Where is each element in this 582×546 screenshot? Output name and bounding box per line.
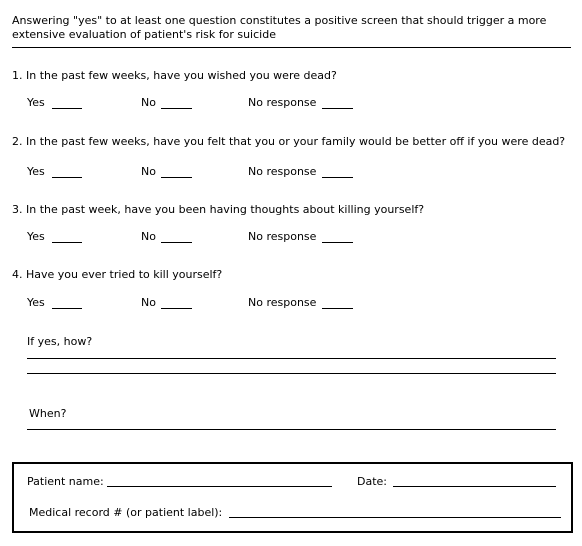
when-answer-line[interactable] xyxy=(27,429,556,430)
q2-yes-blank[interactable] xyxy=(52,177,82,178)
q4-no-blank[interactable] xyxy=(161,308,192,309)
q3-yes-blank[interactable] xyxy=(52,242,82,243)
intro-divider xyxy=(12,47,571,48)
q4-yes-blank[interactable] xyxy=(52,308,82,309)
question-1: 1. In the past few weeks, have you wished you were dead? xyxy=(12,69,337,82)
patient-info-box xyxy=(12,462,573,533)
how-label: If yes, how? xyxy=(27,335,93,348)
how-answer-line-1[interactable] xyxy=(27,358,556,359)
q1-yes-label: Yes xyxy=(27,96,45,109)
intro-line-2: extensive evaluation of patient's risk for suicide xyxy=(12,28,276,41)
q3-yes-label: Yes xyxy=(27,230,45,243)
q3-no-label: No xyxy=(141,230,156,243)
q4-no-response-blank[interactable] xyxy=(322,308,353,309)
date-label: Date: xyxy=(357,475,387,488)
q1-no-response-label: No response xyxy=(248,96,317,109)
question-4: 4. Have you ever tried to kill yourself? xyxy=(12,268,223,281)
patient-name-label: Patient name: xyxy=(27,475,104,488)
medical-record-field[interactable] xyxy=(229,517,561,518)
medical-record-label: Medical record # (or patient label): xyxy=(29,506,223,519)
patient-name-field[interactable] xyxy=(107,486,332,487)
q2-no-blank[interactable] xyxy=(161,177,192,178)
q1-no-response-blank[interactable] xyxy=(322,108,353,109)
q1-no-label: No xyxy=(141,96,156,109)
q3-no-response-blank[interactable] xyxy=(322,242,353,243)
q1-yes-blank[interactable] xyxy=(52,108,82,109)
intro-line-1: Answering "yes" to at least one question constitutes a positive screen that should trigger a more xyxy=(12,14,547,27)
q4-yes-label: Yes xyxy=(27,296,45,309)
q2-yes-label: Yes xyxy=(27,165,45,178)
q3-no-response-label: No response xyxy=(248,230,317,243)
how-answer-line-2[interactable] xyxy=(27,373,556,374)
q2-no-response-blank[interactable] xyxy=(322,177,353,178)
q3-no-blank[interactable] xyxy=(161,242,192,243)
question-2: 2. In the past few weeks, have you felt that you or your family would be better off if you were dead? xyxy=(12,135,566,148)
q2-no-label: No xyxy=(141,165,156,178)
q1-no-blank[interactable] xyxy=(161,108,192,109)
when-label: When? xyxy=(29,407,67,420)
q2-no-response-label: No response xyxy=(248,165,317,178)
intro-text xyxy=(12,14,572,42)
q4-no-label: No xyxy=(141,296,156,309)
question-3: 3. In the past week, have you been having thoughts about killing yourself? xyxy=(12,203,425,216)
date-field[interactable] xyxy=(393,486,556,487)
q4-no-response-label: No response xyxy=(248,296,317,309)
